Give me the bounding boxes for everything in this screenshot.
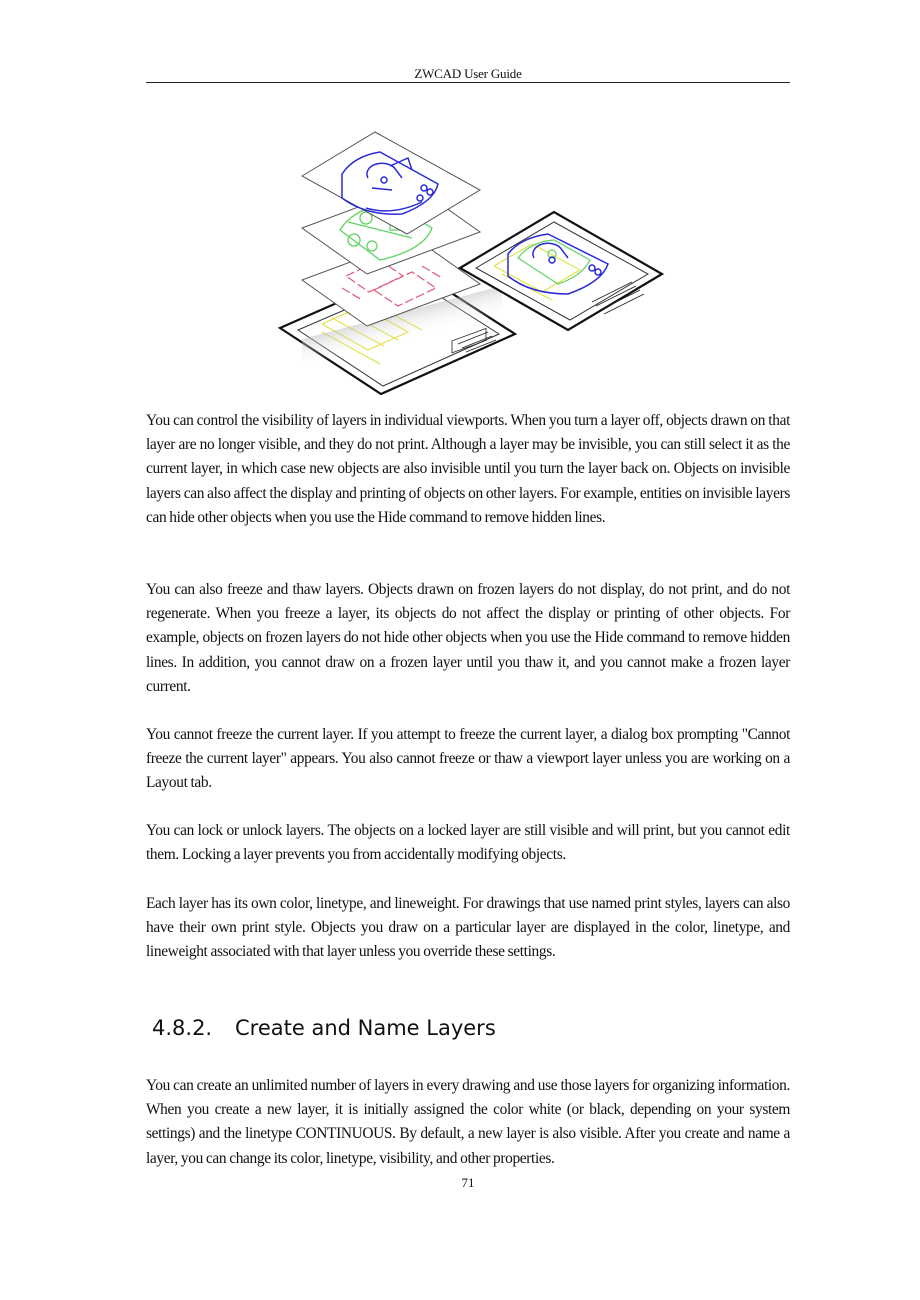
paragraph-current-layer: You cannot freeze the current layer. If you attempt to freeze the current layer, a dialog box prompting "Cannot freeze the current layer" appears. You also cannot freeze or thaw a viewport layer unless you are working on a Layout tab. [146,726,790,792]
header-rule [146,82,790,83]
paragraph-visibility: You can control the visibility of layers in individual viewports. When you turn a layer off, objects drawn on that layer are no longer visible, and they do not print. Although a layer may be invisible, you can still select it as the current layer, in which case new objects are also invisible until you turn the layer back on. Objects on invisible layers can also affect the display and printing of objects on other layers. For example, entities on invisible layers can hide other objects when you use the Hide command to remove hidden lines. [146,412,790,526]
section-heading [152,1016,496,1040]
section-title: Create and Name Layers [235,1016,496,1040]
paragraph-create-layers: You can create an unlimited number of layers in every drawing and use those layers for organizing information. When you create a new layer, it is initially assigned the color white (or black, depending on your system settings) and the linetype CONTINUOUS. By default, a new layer is also visible. After you create and name a layer, you can change its color, linetype, visibility, and other properties. [146,1077,790,1167]
section-number: 4.8.2. [152,1016,213,1040]
running-header: ZWCAD User Guide [414,66,522,81]
layers-illustration [262,118,670,402]
paragraph-properties: Each layer has its own color, linetype, and lineweight. For drawings that use named print styles, layers can also have their own print style. Objects you draw on a particular layer are displayed in the color, linetype, and lineweight associated with that layer unless you override these settings. [146,895,790,961]
paragraph-lock: You can lock or unlock layers. The objects on a locked layer are still visible and will print, but you cannot edit them. Locking a layer prevents you from accidentally modifying objects. [146,822,790,864]
paragraph-freeze-thaw: You can also freeze and thaw layers. Objects drawn on frozen layers do not display, do not print, and do not regenerate. When you freeze a layer, its objects do not affect the display or printing of other objects. For example, objects on frozen layers do not hide other objects when you use the Hide command to remove hidden lines. In addition, you cannot draw on a frozen layer until you thaw it, and you cannot make a frozen layer current. [146,581,790,695]
page-number: 71 [461,1175,475,1190]
